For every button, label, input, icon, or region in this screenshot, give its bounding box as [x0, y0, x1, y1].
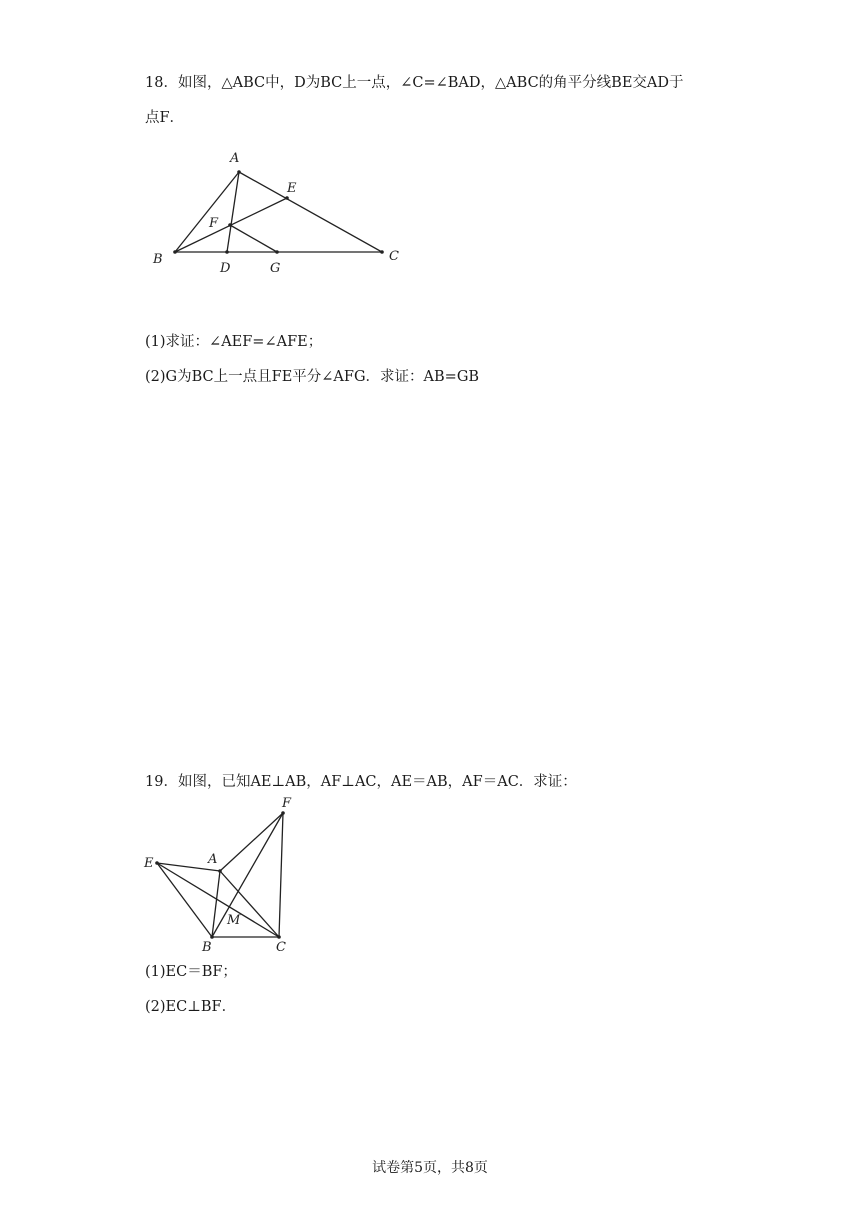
- q19-point-a: [218, 869, 222, 873]
- q18-point-f: [228, 223, 232, 227]
- q19-label-c: C: [276, 940, 286, 955]
- q19-label-m: M: [227, 913, 241, 928]
- q18-point-e: [285, 196, 289, 200]
- q19-point-b: [210, 935, 214, 939]
- q18-point-g: [275, 250, 279, 254]
- q18-label-g: G: [270, 261, 281, 276]
- q19-label-f: F: [282, 796, 292, 811]
- q19-segment-eb: [157, 863, 212, 937]
- q18-label-b: B: [153, 252, 163, 267]
- q19-segment-ab: [212, 871, 220, 937]
- q18-point-a: [237, 170, 241, 174]
- q19-stem-line1: 19．如图，已知AE⊥AB，AF⊥AC，AE＝AB，AF＝AC．求证：: [145, 774, 577, 790]
- q18-label-d: D: [220, 261, 231, 276]
- q18-part2: (2)G为BC上一点且FE平分∠AFG．求证：AB=GB: [145, 369, 480, 385]
- q19-point-e: [155, 861, 159, 865]
- q18-label-a: A: [230, 151, 240, 166]
- q18-stem-line1: 18．如图，△ABC中，D为BC上一点，∠C=∠BAD，△ABC的角平分线BE交AD于: [145, 75, 684, 91]
- q19-figure: [140, 795, 310, 960]
- page-footer: 试卷第5页，共8页: [372, 1160, 488, 1176]
- q18-part1: (1)求证：∠AEF=∠AFE；: [145, 334, 323, 350]
- q19-part1: (1)EC＝BF；: [145, 964, 237, 980]
- q19-label-e: E: [144, 856, 154, 871]
- q19-part2: (2)EC⊥BF．: [145, 999, 237, 1015]
- q19-point-c: [277, 935, 281, 939]
- q18-segment-ac: [239, 172, 382, 252]
- q18-point-c: [380, 250, 384, 254]
- q19-segment-af: [220, 813, 283, 871]
- q19-geometry-diagram: [140, 795, 310, 960]
- q18-label-c: C: [389, 249, 399, 264]
- q18-point-d: [225, 250, 229, 254]
- q19-segment-fc: [279, 813, 283, 937]
- q18-label-f: F: [209, 216, 219, 231]
- q18-stem-line2: 点F．: [145, 110, 185, 126]
- q18-label-e: E: [287, 181, 297, 196]
- q18-triangle-diagram: [145, 145, 415, 280]
- q18-point-b: [173, 250, 177, 254]
- q19-point-f: [281, 811, 285, 815]
- q19-label-a: A: [208, 852, 218, 867]
- q19-label-b: B: [202, 940, 212, 955]
- q18-figure: [145, 145, 415, 280]
- q18-segment-fg: [230, 225, 277, 252]
